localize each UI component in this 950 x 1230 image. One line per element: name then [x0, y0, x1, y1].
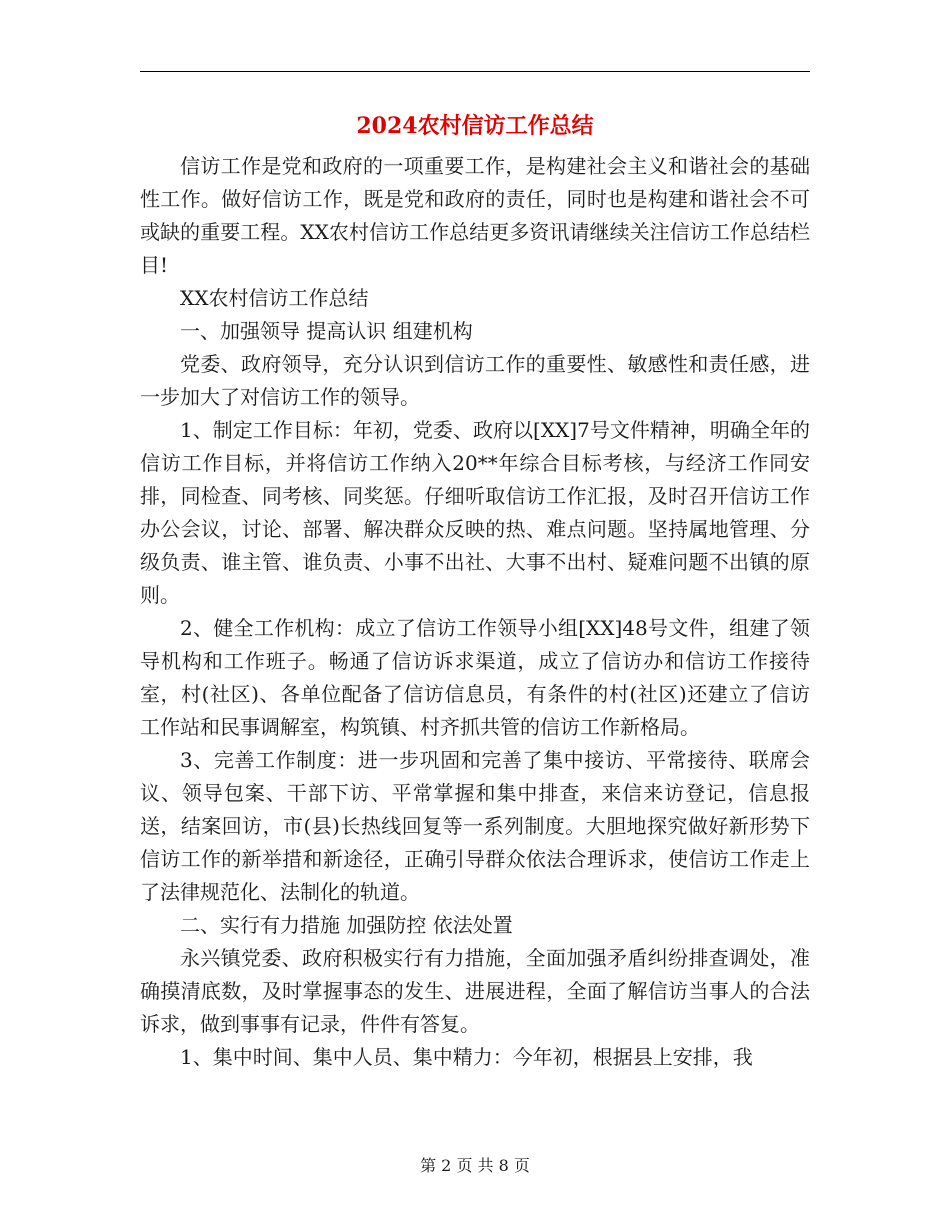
paragraph-intro: 信访工作是党和政府的一项重要工作，是构建社会主义和谐社会的基础性工作。做好信访工作，既是党和政府的责任，同时也是构建和谐社会不可或缺的重要工程。XX农村信访工作总结更多资讯请继续关注信访工作总结栏目!	[140, 154, 810, 277]
paragraph-item-4: 1、集中时间、集中人员、集中精力：今年初，根据县上安排，我	[180, 1045, 753, 1069]
paragraph-measures: 永兴镇党委、政府积极实行有力措施，全面加强矛盾纠纷排查调处，准确摸清底数，及时掌握事态的发生、进展进程，全面了解信访当事人的合法诉求，做到事事有记录，件件有答复。	[140, 946, 810, 1036]
paragraph-item-3: 3、完善工作制度：进一步巩固和完善了集中接访、平常接待、联席会议、领导包案、干部下访、平常掌握和集中排查，来信来访登记，信息报送，结案回访，市(县)长热线回复等一系列制度。大胆地探究做好新形势下信访工作的新举措和新途径，正确引导群众依法合理诉求，使信访工作走上了法律规范化、法制化的轨道。	[140, 748, 810, 904]
paragraph-subtitle: XX农村信访工作总结	[180, 286, 369, 310]
section-heading-1: 一、加强领导 提高认识 组建机构	[180, 319, 473, 343]
page-number: 第 2 页 共 8 页	[420, 1156, 530, 1175]
paragraph-leadership: 党委、政府领导，充分认识到信访工作的重要性、敏感性和责任感，进一步加大了对信访工作的领导。	[140, 352, 810, 409]
header-rule	[140, 71, 810, 72]
document-title: 2024农村信访工作总结	[356, 113, 594, 139]
paragraph-item-1: 1、制定工作目标：年初，党委、政府以[XX]7号文件精神，明确全年的信访工作目标，并将信访工作纳入20**年综合目标考核，与经济工作同安排，同检查、同考核、同奖惩。仔细听取信访工作汇报，及时召开信访工作办公会议，讨论、部署、解决群众反映的热、难点问题。坚持属地管理、分级负责、谁主管、谁负责、小事不出社、大事不出村、疑难问题不出镇的原则。	[140, 418, 810, 607]
document-body	[140, 150, 810, 1074]
section-heading-2: 二、实行有力措施 加强防控 依法处置	[180, 913, 513, 937]
paragraph-item-2: 2、健全工作机构：成立了信访工作领导小组[XX]48号文件，组建了领导机构和工作班子。畅通了信访诉求渠道，成立了信访办和信访工作接待室，村(社区)、各单位配备了信访信息员，有条件的村(社区)还建立了信访工作站和民事调解室，构筑镇、村齐抓共管的信访工作新格局。	[140, 616, 810, 739]
